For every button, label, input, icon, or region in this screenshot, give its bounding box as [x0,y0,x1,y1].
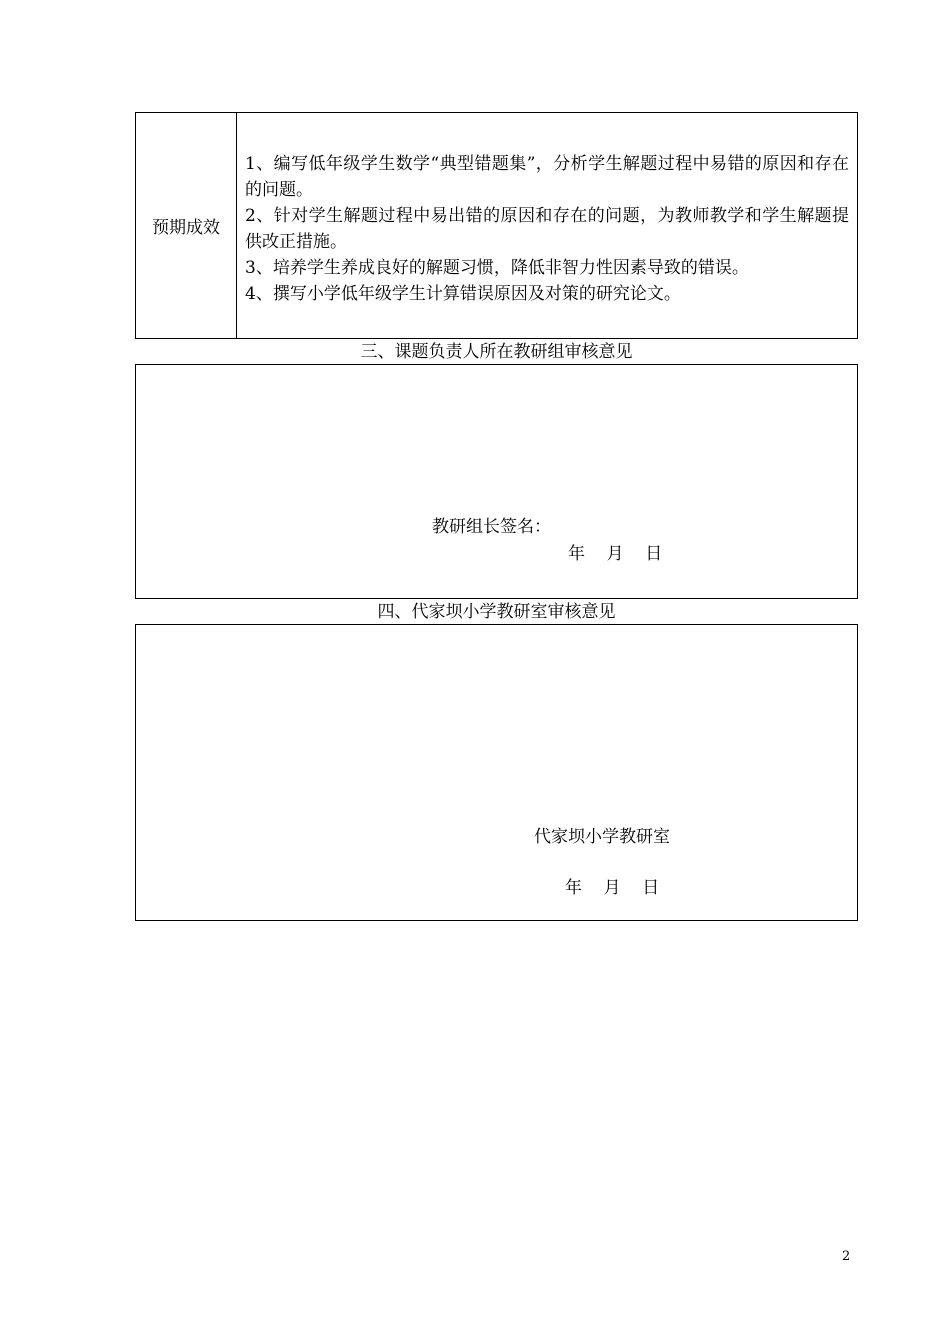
section3-title: 三、课题负责人所在教研组审核意见 [360,342,633,362]
group-review-date: 年 月 日 [568,544,663,564]
group-leader-signature-label: 教研组长签名： [432,517,551,537]
expected-outcomes-table [135,112,858,339]
research-group-review-box [135,364,858,599]
outcome-item-1: 1、编写低年级学生数学“典型错题集”，分析学生解题过程中易错的原因和存在的问题。 [245,154,849,200]
school-office-name: 代家坝小学教研室 [534,827,670,847]
section4-title: 四、代家坝小学教研室审核意见 [377,602,616,622]
outcome-item-3: 3、培养学生养成良好的解题习惯，降低非智力性因素导致的错误。 [245,258,749,278]
outcome-item-2: 2、针对学生解题过程中易出错的原因和存在的问题，为教师教学和学生解题提供改正措施。 [245,206,849,252]
outcome-item-4: 4、撰写小学低年级学生计算错误原因及对策的研究论文。 [245,284,681,304]
school-office-review-box [135,624,858,921]
office-review-date: 年 月 日 [565,878,660,898]
expected-outcomes-label: 预期成效 [136,113,237,338]
page-number: 2 [842,1249,851,1264]
expected-outcomes-content [237,113,857,338]
